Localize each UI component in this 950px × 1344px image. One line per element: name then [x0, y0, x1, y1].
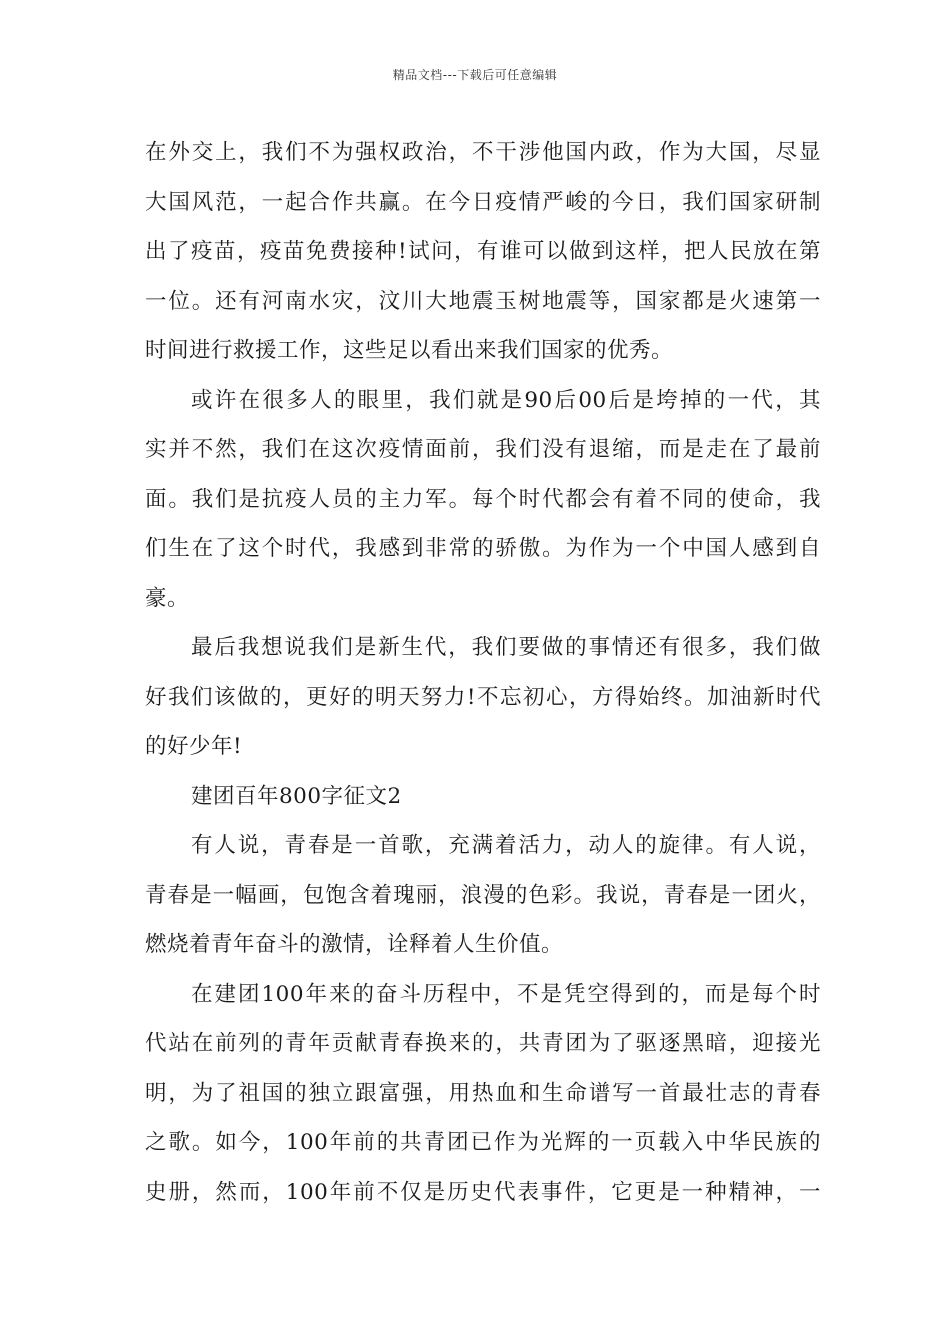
text-line: 实并不然，我们在这次疫情面前，我们没有退缩，而是走在了最前: [145, 437, 821, 462]
text-line: 有人说，青春是一首歌，充满着活力，动人的旋律。有人说，: [191, 833, 821, 858]
text-line: 们生在了这个时代，我感到非常的骄傲。为作为一个中国人感到自: [145, 536, 821, 561]
text-line: 大国风范，一起合作共赢。在今日疫情严峻的今日，我们国家研制: [145, 189, 821, 215]
text-line: 在外交上，我们不为强权政治，不干涉他国内政，作为大国，尽显: [145, 140, 821, 165]
text-line: 面。我们是抗疫人员的主力军。每个时代都会有着不同的使命，我: [145, 486, 821, 512]
text-line: 代站在前列的青年贡献青春换来的，共青团为了驱逐黑暗，迎接光: [145, 1031, 821, 1056]
text-line: 史册，然而，100年前不仅是历史代表事件，它更是一种精神，一: [145, 1179, 821, 1205]
text-line: 时间进行救援工作，这些足以看出来我们国家的优秀。: [145, 338, 674, 363]
text-line: 青春是一幅画，包饱含着瑰丽，浪漫的色彩。我说，青春是一团火，: [145, 882, 821, 908]
text-line: 豪。: [145, 585, 190, 611]
text-line: 好我们该做的，更好的明天努力!不忘初心，方得始终。加油新时代: [145, 684, 821, 710]
text-line: 明，为了祖国的独立跟富强，用热血和生命谱写一首最壮志的青春: [145, 1080, 821, 1106]
section-title: 建团百年800字征文2: [191, 783, 402, 809]
text-line: 出了疫苗，疫苗免费接种!试问，有谁可以做到这样，把人民放在第: [145, 239, 821, 264]
text-line: 的好少年!: [145, 734, 243, 759]
text-line: 最后我想说我们是新生代，我们要做的事情还有很多，我们做: [191, 635, 821, 660]
document-body: [145, 128, 821, 1217]
page-header: 精品文档---下载后可任意编辑: [392, 68, 558, 82]
text-line: 在建团100年来的奋斗历程中，不是凭空得到的，而是每个时: [191, 981, 821, 1007]
text-line: 或许在很多人的眼里，我们就是90后00后是垮掉的一代，其: [191, 387, 821, 413]
text-line: 之歌。如今，100年前的共青团已作为光辉的一页载入中华民族的: [145, 1130, 821, 1155]
text-line: 燃烧着青年奋斗的激情，诠释着人生价值。: [145, 932, 564, 957]
text-line: 一位。还有河南水灾，汶川大地震玉树地震等，国家都是火速第一: [145, 288, 821, 314]
